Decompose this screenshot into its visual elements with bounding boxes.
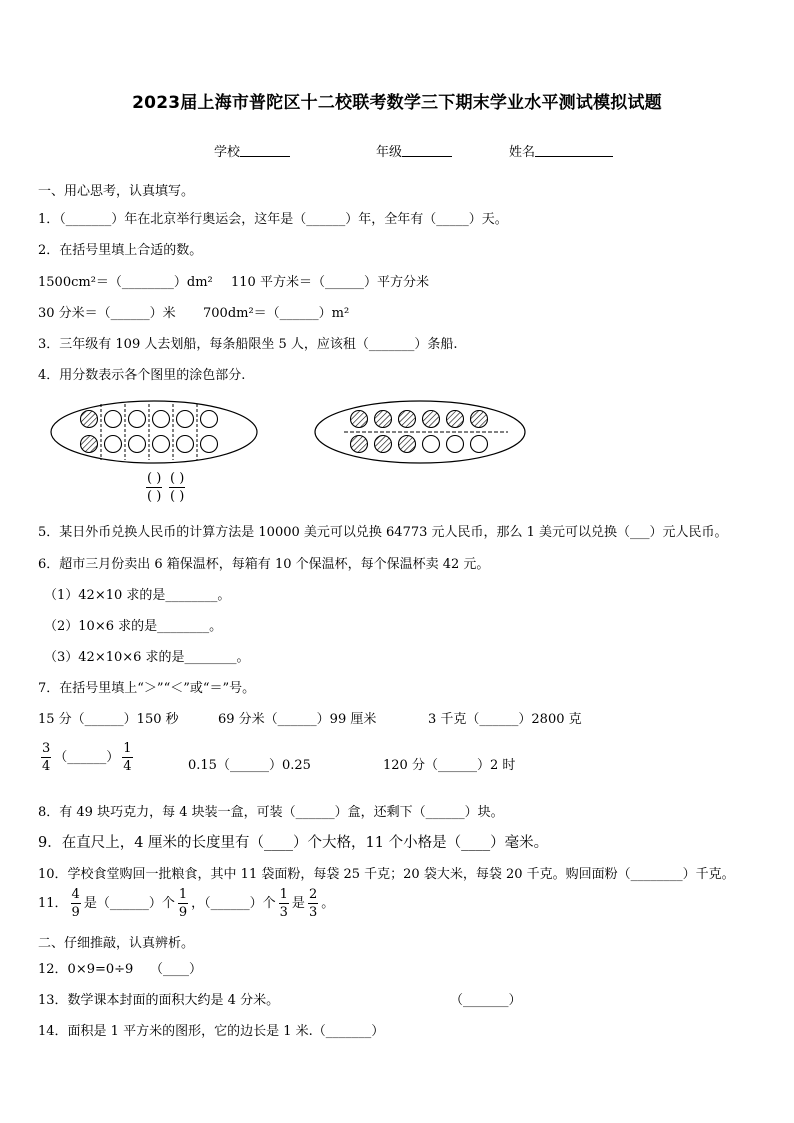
- fraction-numerator: ( ): [170, 471, 185, 486]
- question-2-line2b: 700dm²＝（______）m²: [203, 306, 350, 321]
- grade-blank: [402, 144, 452, 157]
- question-6-1: （1）42×10 求的是________。: [44, 588, 231, 603]
- question-2: 2．在括号里填上合适的数。: [38, 243, 203, 258]
- section1-heading: 一、用心思考，认真填写。: [38, 184, 195, 199]
- circle: [201, 411, 218, 428]
- question-13-blank: （_______）: [450, 993, 522, 1008]
- circle: [153, 411, 170, 428]
- question-11: 11． $\frac{4}{9}$ 是（______）个 $\frac{1}{9}$ ，（______）个 $\frac{1}{3}$ 是 $\frac{2}{3}$ 。: [38, 887, 335, 920]
- fraction-denominator: ( ): [147, 489, 162, 504]
- shaded-circle: [81, 411, 98, 428]
- grade-label: 年级: [376, 145, 403, 160]
- question-7-d: $\frac{3}{4}$ （______） $\frac{1}{4}$: [42, 741, 132, 774]
- shaded-circle: [81, 436, 98, 453]
- question-7-c: 3 千克（______）2800 克: [428, 712, 582, 727]
- question-9: 9．在直尺上，4 厘米的长度里有（____）个大格，11 个小格是（____）毫米。: [38, 835, 549, 851]
- question-1: 1．（_______）年在北京举行奥运会，这年是（______）年，全年有（_____）天。: [38, 212, 508, 227]
- section2-heading: 二、仔细推敲，认真辨析。: [38, 936, 195, 951]
- question-6-2: （2）10×6 求的是________。: [44, 619, 223, 634]
- figure-ellipse-1: [48, 398, 268, 470]
- question-3: 3．三年级有 109 人去划船，每条船限坐 5 人，应该租（_______）条船.: [38, 337, 458, 352]
- shaded-circle: [399, 436, 416, 453]
- circle: [471, 436, 488, 453]
- question-2-line1a: 1500cm²＝（________）dm²: [38, 275, 213, 290]
- circle: [105, 411, 122, 428]
- circle: [177, 436, 194, 453]
- name-blank: [535, 144, 613, 157]
- circle: [153, 436, 170, 453]
- school-label: 学校: [214, 145, 241, 160]
- name-field: [509, 141, 613, 160]
- question-7-a: 15 分（______）150 秒: [38, 712, 179, 727]
- circle: [201, 436, 218, 453]
- circle: [423, 436, 440, 453]
- fraction-numerator: ( ): [147, 471, 162, 486]
- question-5: 5．某日外币兑换人民币的计算方法是 10000 美元可以兑换 64773 元人民币，那么 1 美元可以兑换（___）元人民币。: [38, 525, 728, 540]
- question-7-b: 69 分米（______）99 厘米: [218, 712, 377, 727]
- question-7: 7．在括号里填上“＞”“＜”或“＝”号。: [38, 681, 256, 696]
- question-2-line1b: 110 平方米＝（______）平方分米: [231, 275, 429, 290]
- circle: [447, 436, 464, 453]
- fraction-blank-1: [143, 472, 165, 503]
- circle: [129, 436, 146, 453]
- question-14: 14．面积是 1 平方米的图形，它的边长是 1 米.（_______）: [38, 1024, 385, 1039]
- page-title: 2023届上海市普陀区十二校联考数学三下期末学业水平测试模拟试题: [132, 93, 662, 113]
- shaded-circle: [351, 436, 368, 453]
- fraction-blank-2: [166, 472, 188, 503]
- question-4: 4．用分数表示各个图里的涂色部分.: [38, 368, 246, 383]
- question-12: 12．0×9=0÷9: [38, 962, 134, 977]
- shaded-circle: [447, 411, 464, 428]
- shaded-circle: [375, 436, 392, 453]
- question-12-blank: （____）: [150, 962, 203, 977]
- grade-field: [376, 141, 452, 160]
- question-7-e: 0.15（______）0.25: [188, 758, 311, 773]
- shaded-circle: [399, 411, 416, 428]
- shaded-circle: [471, 411, 488, 428]
- shaded-circle: [423, 411, 440, 428]
- question-2-line2a: 30 分米＝（______）米: [38, 306, 176, 321]
- name-label: 姓名: [509, 145, 536, 160]
- school-field: [214, 141, 290, 160]
- question-10: 10．学校食堂购回一批粮食，其中 11 袋面粉，每袋 25 千克；20 袋大米，每袋 20 千克。购回面粉（________）千克。: [38, 867, 735, 882]
- circle: [105, 436, 122, 453]
- question-8: 8．有 49 块巧克力，每 4 块装一盒，可装（______）盒，还剩下（______）块。: [38, 805, 504, 820]
- shaded-circle: [375, 411, 392, 428]
- fraction-denominator: ( ): [170, 489, 185, 504]
- school-blank: [240, 144, 290, 157]
- circle: [129, 411, 146, 428]
- question-13: 13．数学课本封面的面积大约是 4 分米。: [38, 993, 280, 1008]
- question-6: 6．超市三月份卖出 6 箱保温杯，每箱有 10 个保温杯，每个保温杯卖 42 元。: [38, 557, 490, 572]
- shaded-circle: [351, 411, 368, 428]
- circle: [177, 411, 194, 428]
- figure-ellipse-2: [312, 396, 538, 468]
- question-6-3: （3）42×10×6 求的是________。: [44, 650, 250, 665]
- question-7-f: 120 分（______）2 时: [383, 758, 516, 773]
